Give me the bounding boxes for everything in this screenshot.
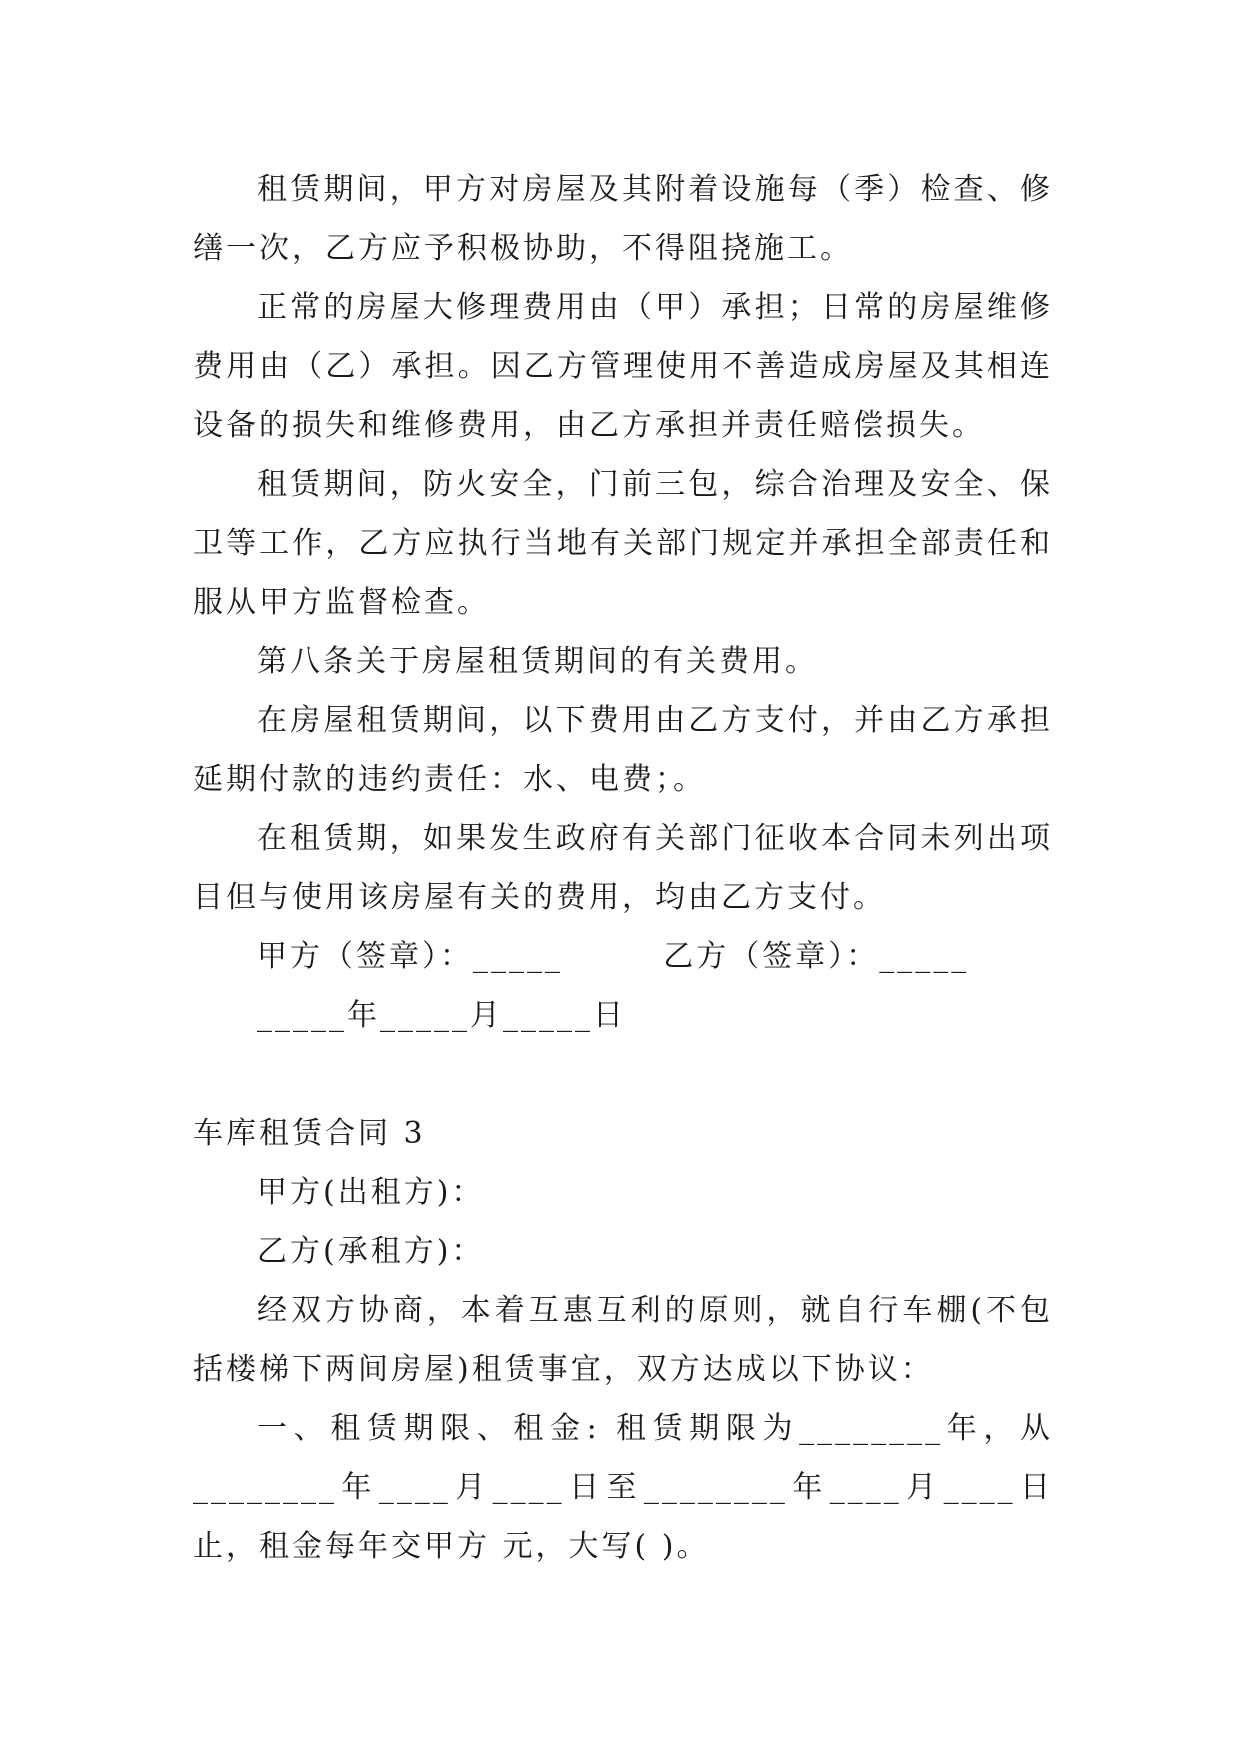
- document-page: [193, 160, 1053, 1576]
- paragraph-government-fees: 在租赁期，如果发生政府有关部门征收本合同未列出项目但与使用该房屋有关的费用，均由乙方支付。: [193, 821, 1053, 915]
- date-line: _____年_____月_____日: [257, 998, 626, 1033]
- section-spacer: [193, 1045, 1053, 1104]
- signature-line: 甲方（签章）：_____ 乙方（签章）：_____: [257, 939, 970, 974]
- paragraph-repair-costs: 正常的房屋大修理费用由（甲）承担；日常的房屋维修费用由（乙）承担。因乙方管理使用不善造成房屋及其相连设备的损失和维修费用，由乙方承担并责任赔偿损失。: [193, 290, 1053, 443]
- party-b-label: 乙方(承租方)：: [257, 1234, 485, 1269]
- contract-intro: 经双方协商，本着互惠互利的原则，就自行车棚(不包括楼梯下两间房屋)租赁事宜，双方达成以下协议：: [193, 1293, 1053, 1387]
- paragraph-inspection: 租赁期间，甲方对房屋及其附着设施每（季）检查、修缮一次，乙方应予积极协助，不得阻挠施工。: [193, 172, 1053, 266]
- clause-lease-term: 一、租赁期限、租金: 租赁期限为________年，从________年____月____日至________年____月____日止，租金每年交甲方 元，大写( )。: [193, 1411, 1053, 1564]
- article-eight-heading: 第八条关于房屋租赁期间的有关费用。: [257, 644, 818, 679]
- party-a-label: 甲方(出租方)：: [257, 1175, 485, 1210]
- paragraph-safety: 租赁期间，防火安全，门前三包，综合治理及安全、保卫等工作，乙方应执行当地有关部门规定并承担全部责任和服从甲方监督检查。: [193, 467, 1053, 620]
- contract-title: 车库租赁合同 3: [193, 1116, 426, 1151]
- paragraph-fees: 在房屋租赁期间，以下费用由乙方支付，并由乙方承担延期付款的违约责任：水、电费；。: [193, 703, 1053, 797]
